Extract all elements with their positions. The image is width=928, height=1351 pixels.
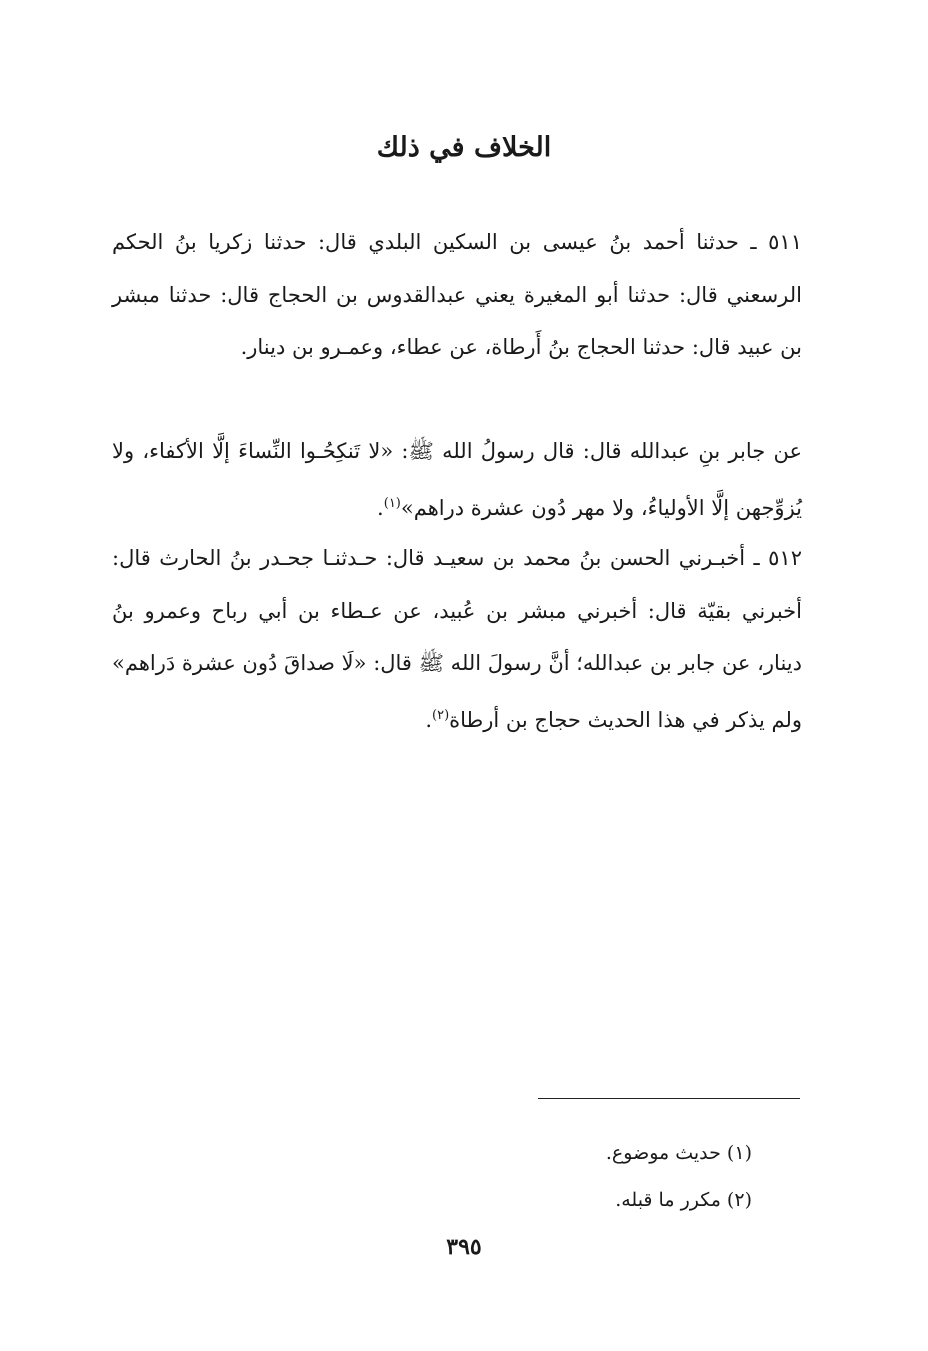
- hadith-512-paragraph: ٥١٢ ـ أخبـرني الحسن بنُ محمد بن سعيـد قال: حـدثنـا جحـدر بنُ الحارث قال: أخبرني بقيّة قال: أخبرني مبشر بن عُبيد، عن عـطاء بن أبي رباح وعمرو بنُ دينار، عن جابر بن عبدالله؛ أنَّ رسولَ الله ﷺ قال: «لَا صداقَ دُون عشرة دَراهم» ولم يذكر في هذا الحديث حجاج بن أرطاة$^{(٢)}$.: [112, 546, 802, 732]
- footnote-1: (١) حديث موضوع.: [605, 1142, 752, 1164]
- hadith-512: [112, 532, 802, 746]
- hadith-511-matn-text: عن جابر بنِ عبدالله قال: قال رسولُ الله ﷺ: «لا تَنكِحُـوا النِّساءَ إلَّا الأكفاء، ولا يُزوِّجهن إلَّا الأولياءُ، ولا مهر دُون عشرة دراهم»: [112, 439, 802, 520]
- footnote-2: (٢) مكرر ما قبله.: [615, 1189, 752, 1211]
- section-heading: الخلاف في ذلك: [376, 132, 552, 163]
- hadith-511-matn-paragraph: عن جابر بنِ عبدالله قال: قال رسولُ الله ﷺ: «لا تَنكِحُـوا النِّساءَ إلَّا الأكفاء، ولا يُزوِّجهن إلَّا الأولياءُ، ولا مهر دُون عشرة دراهم»$^{(١)}$.: [112, 439, 802, 520]
- hadith-512-text: ٥١٢ ـ أخبـرني الحسن بنُ محمد بن سعيـد قال: حـدثنـا جحـدر بنُ الحارث قال: أخبرني بقيّة قال: أخبرني مبشر بن عُبيد، عن عـطاء بن أبي رباح وعمرو بنُ دينار، عن جابر بن عبدالله؛ أنَّ رسولَ الله ﷺ قال: «لَا صداقَ دُون عشرة دَراهم» ولم يذكر في هذا الحديث حجاج بن أرطاة: [112, 546, 802, 732]
- hadith-511-matn: [112, 425, 802, 534]
- footnotes: [352, 1130, 752, 1224]
- hadith-511-isnad: [112, 216, 802, 374]
- footnote-divider: [538, 1098, 800, 1099]
- hadith-511-isnad-text: ٥١١ ـ حدثنا أحمد بنُ عيسى بن السكين البلدي قال: حدثنا زكريا بنُ الحكم الرسعني قال: حدثنا أبو المغيرة يعني عبدالقدوس بن الحجاج قال: حدثنا مبشر بن عبيد قال: حدثنا الحجاج بنُ أَرطاة، عن عطاء، وعمـرو بن دينار.: [112, 230, 802, 359]
- footnote-ref-1[interactable]: (١): [383, 495, 401, 511]
- page-number: ٣٩٥: [446, 1234, 482, 1260]
- footnote-ref-2[interactable]: (٢): [432, 707, 450, 723]
